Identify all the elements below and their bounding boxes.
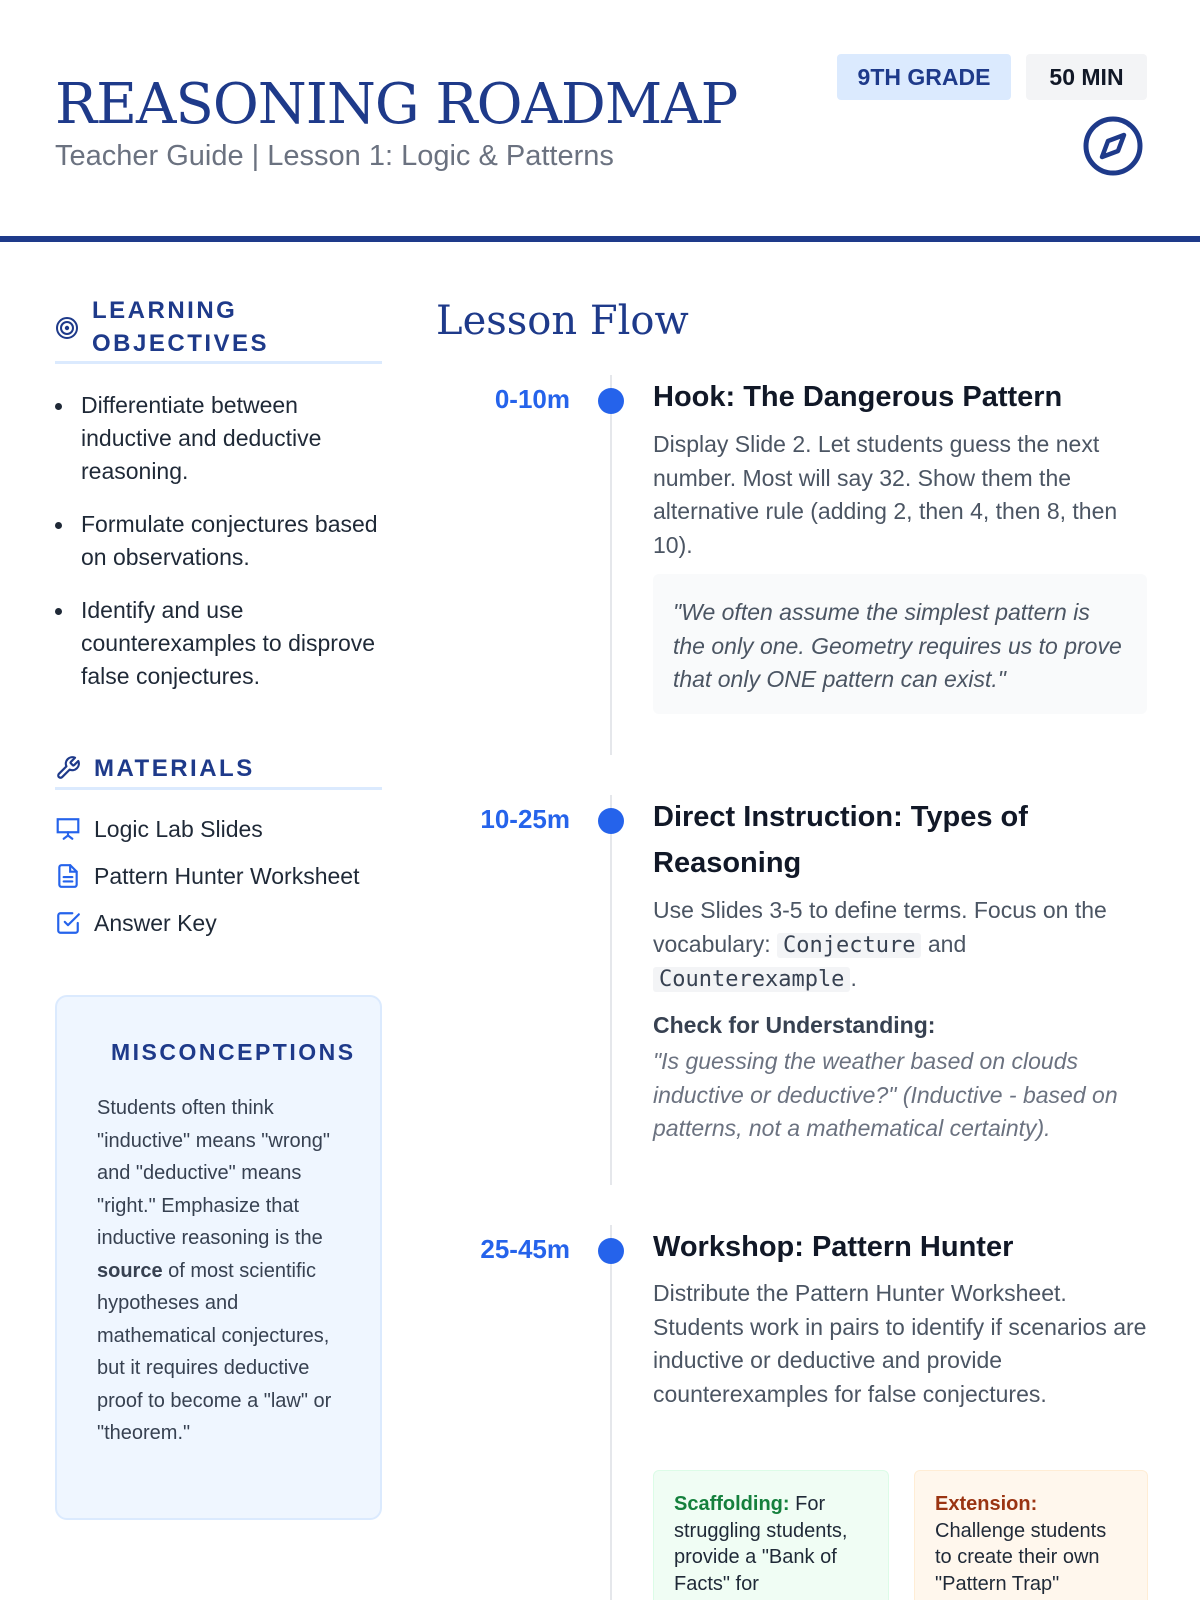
timeline-dot — [598, 1238, 624, 1264]
presentation-icon — [55, 816, 81, 842]
objective-item: Identify and use counterexamples to disprove false conjectures. — [55, 594, 395, 693]
timeline-dot — [598, 388, 624, 414]
check-understanding-text: "Is guessing the weather based on clouds inductive or deductive?" (Inductive - based on patterns, not a mathematical certainty). — [653, 1048, 1118, 1141]
step-text-part: and — [921, 930, 967, 957]
check-understanding-label: Check for Understanding: — [653, 1012, 936, 1038]
material-item — [55, 859, 395, 906]
duration-badge: 50 MIN — [1026, 54, 1147, 100]
misconceptions-emphasis: source — [97, 1259, 163, 1282]
scaffolding-text: For struggling students, provide a "Bank of Facts" for — [674, 1493, 848, 1595]
misconceptions-text — [97, 1092, 352, 1450]
misconceptions-text-part: of most scientific hypotheses and mathematical conjectures, but it requires deductive proof to become a "law" or "theorem." — [97, 1259, 332, 1444]
timeline-line — [610, 795, 612, 1185]
objectives-heading-line2: OBJECTIVES — [92, 330, 270, 357]
wrench-icon — [55, 755, 81, 781]
objective-item: Differentiate between inductive and deductive reasoning. — [55, 389, 395, 488]
objectives-list — [55, 389, 395, 713]
materials-list — [55, 812, 395, 953]
step-text-part: Use Slides 3-5 to define terms. Focus on the vocabulary: — [653, 897, 1107, 957]
misconceptions-heading: MISCONCEPTIONS — [111, 1039, 356, 1065]
timeline-line — [610, 1225, 612, 1600]
compass-icon — [1082, 115, 1144, 177]
grade-badge: 9TH GRADE — [837, 54, 1011, 100]
step-time: 10-25m — [480, 804, 570, 834]
document-icon — [55, 863, 81, 889]
target-icon — [55, 316, 79, 340]
material-label: Logic Lab Slides — [94, 816, 263, 842]
timeline-dot — [598, 808, 624, 834]
vocab-term: Conjecture — [777, 933, 921, 958]
material-item — [55, 812, 395, 859]
objectives-heading — [55, 294, 382, 364]
misconceptions-text-part: Students often think "inductive" means "wrong" and "deductive" means "right." Emphasize that inductive reasoning is the — [97, 1097, 330, 1249]
vocab-term: Counterexample — [653, 967, 850, 992]
scaffolding-label: Scaffolding: — [674, 1493, 790, 1515]
extension-label: Extension: — [935, 1493, 1038, 1515]
lesson-flow-heading: Lesson Flow — [436, 298, 689, 344]
scaffolding-card — [653, 1470, 889, 1600]
extension-text: Challenge students to create their own "Pattern Trap" — [935, 1519, 1107, 1595]
step-time: 0-10m — [494, 384, 570, 414]
extension-card — [914, 1470, 1148, 1600]
material-item — [55, 906, 395, 953]
checkbox-icon — [55, 910, 81, 936]
step-title: Direct Instruction: Types of Reasoning — [653, 801, 1028, 879]
step-text: Display Slide 2. Let students guess the next number. Most will say 32. Show them the alternative rule (adding 2, then 4, then 8, then 10). — [653, 431, 1118, 558]
page-header — [0, 0, 1200, 242]
objectives-heading-line1: LEARNING — [92, 297, 238, 324]
page-title: REASONING ROADMAP — [55, 72, 738, 137]
objective-item: Formulate conjectures based on observations. — [55, 508, 395, 574]
step-text: Distribute the Pattern Hunter Worksheet. Students work in pairs to identify if scenarios are inductive or deductive and provide counterexamples for false conjectures. — [653, 1280, 1147, 1407]
step-text-part: . — [850, 965, 857, 991]
page-subtitle: Teacher Guide | Lesson 1: Logic & Patterns — [55, 140, 614, 172]
step-text — [653, 894, 1153, 997]
step-title: Hook: The Dangerous Pattern — [653, 381, 1063, 413]
timeline-line — [610, 375, 612, 755]
teacher-quote: "We often assume the simplest pattern is the only one. Geometry requires us to prove that only ONE pattern can exist." — [653, 574, 1147, 714]
material-label: Pattern Hunter Worksheet — [94, 863, 360, 889]
material-label: Answer Key — [94, 910, 217, 936]
materials-heading-label: MATERIALS — [94, 755, 255, 782]
step-title: Workshop: Pattern Hunter — [653, 1231, 1014, 1263]
misconceptions-box — [55, 995, 382, 1520]
step-time: 25-45m — [480, 1234, 570, 1264]
materials-heading — [55, 752, 382, 790]
